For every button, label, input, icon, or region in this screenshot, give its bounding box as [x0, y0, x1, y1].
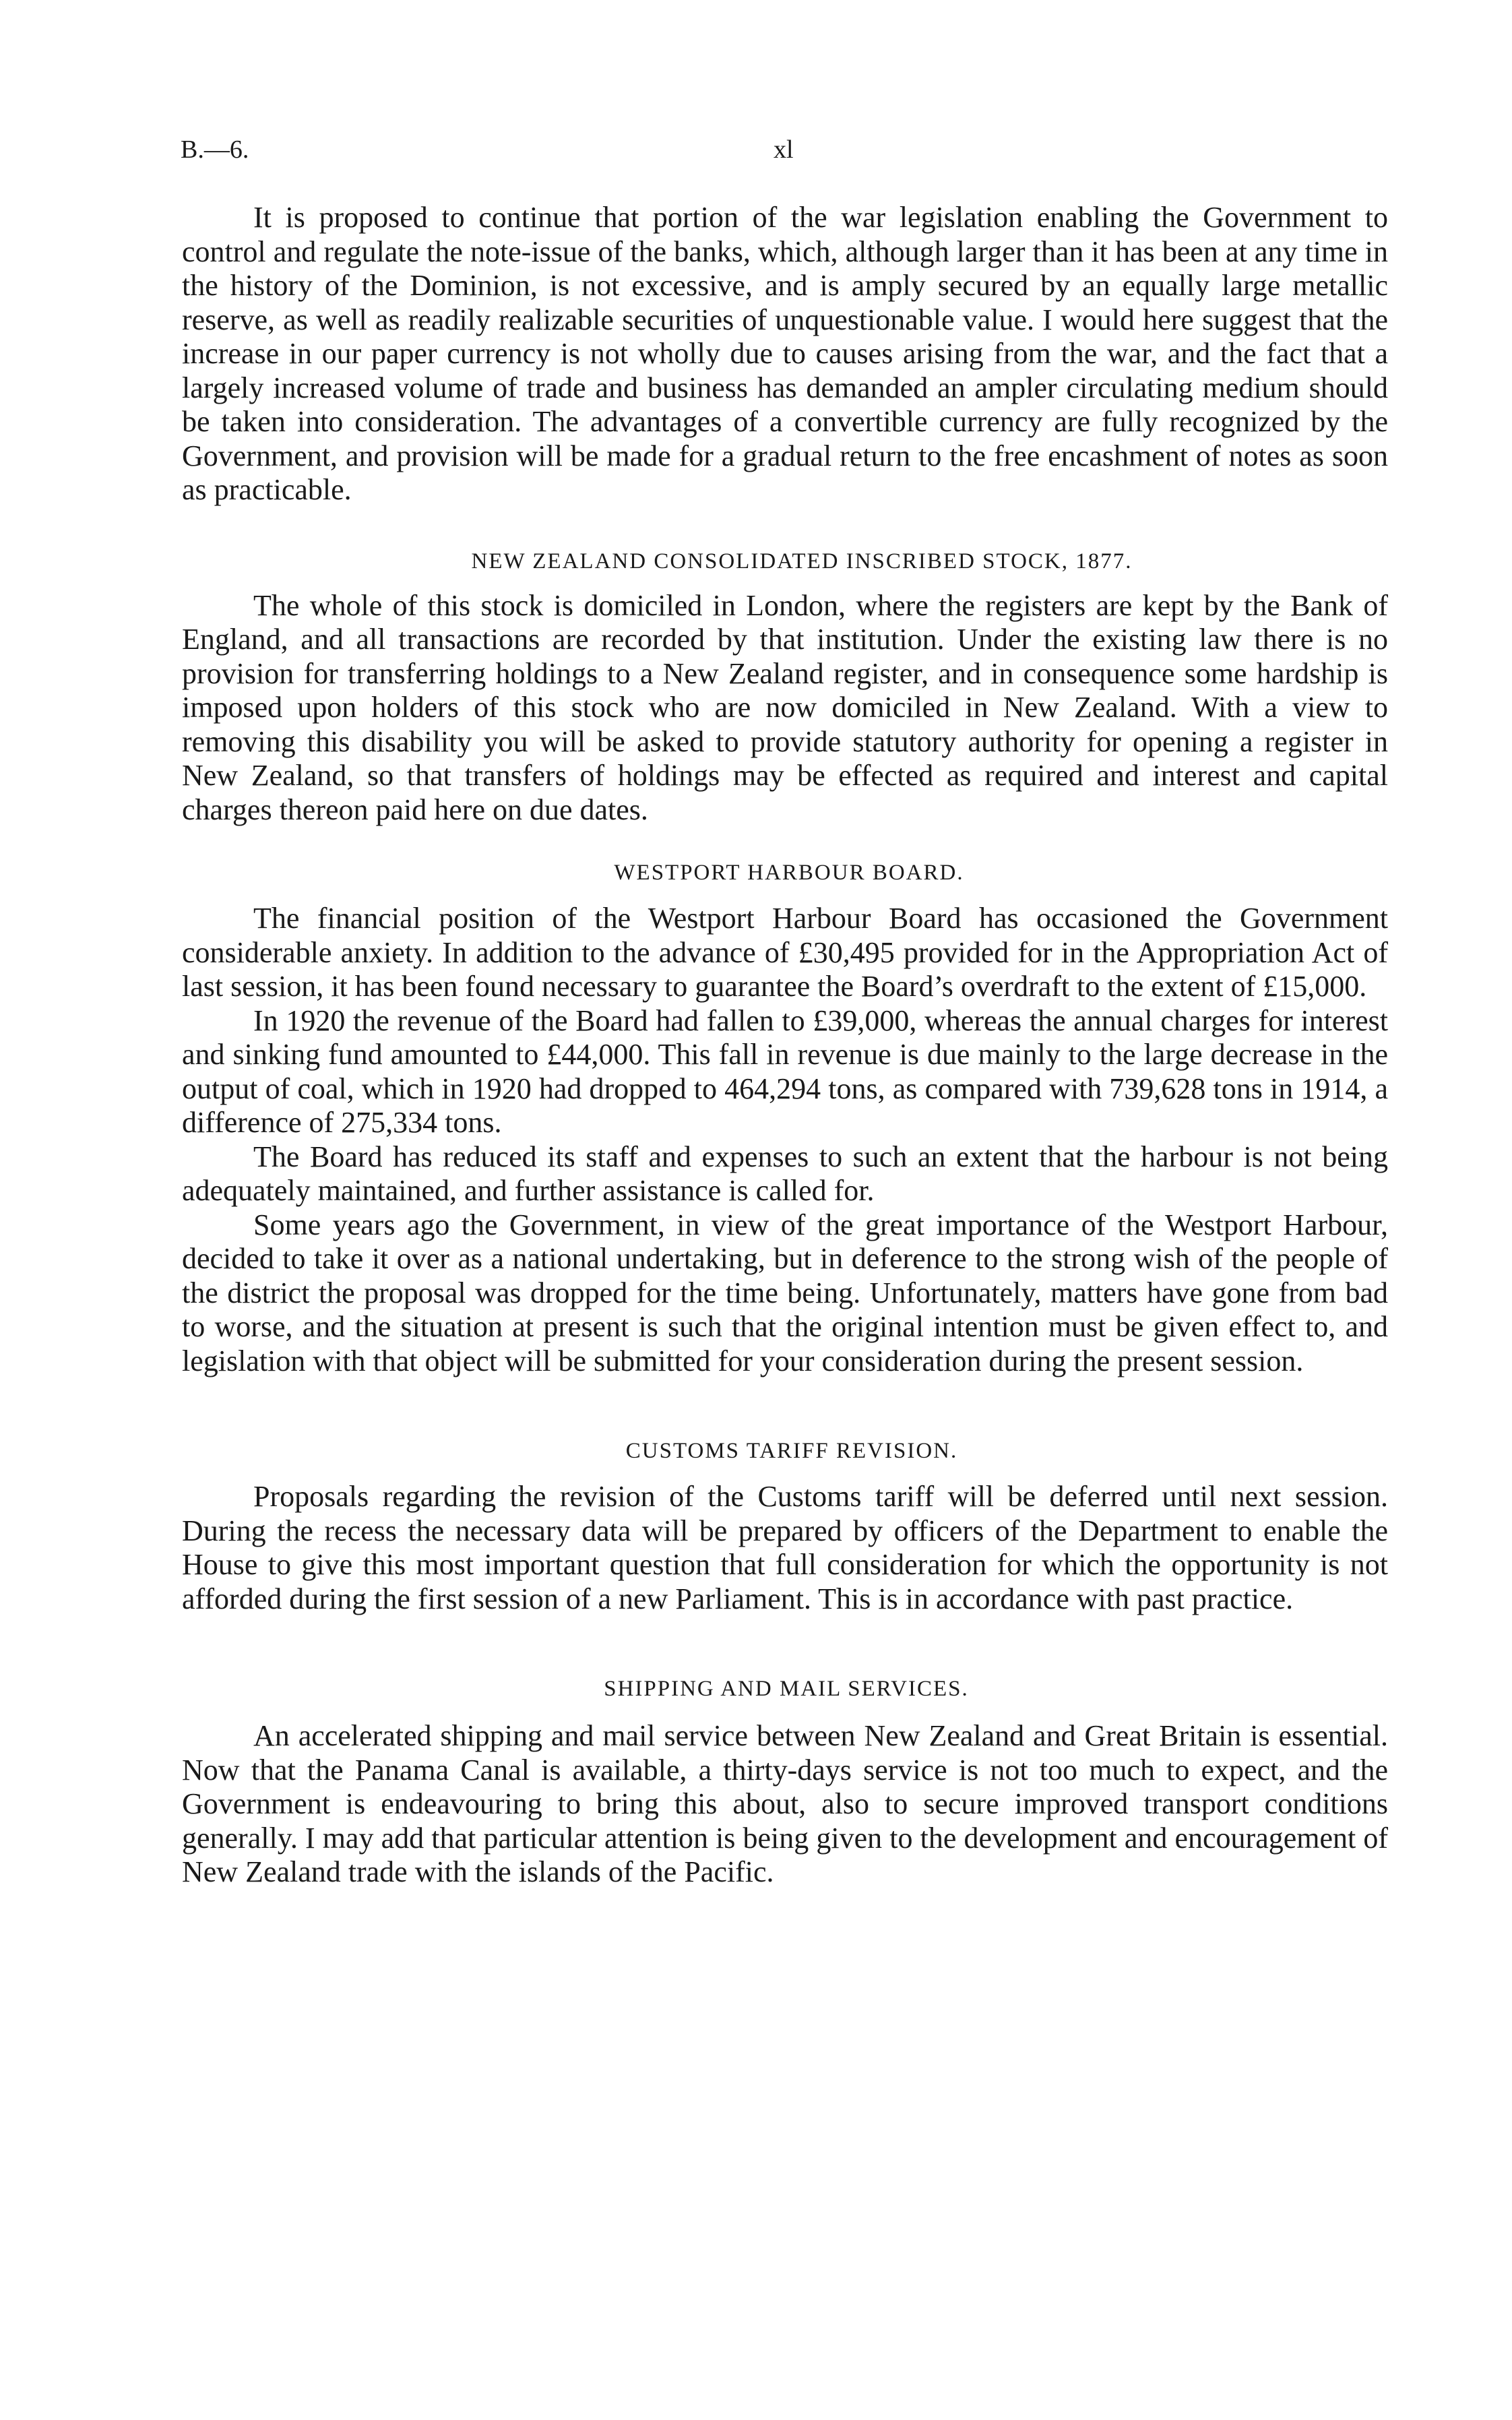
section-war-legislation — [182, 201, 1388, 507]
paragraph: Proposals regarding the revision of the Customs tariff will be deferred until next session. During the recess the necessary data will be prepared by officers of the Department to enable the House to give this most important question that full consideration for which the opportunity is not afforded during the first session of a new Parliament. This is in accordance with past practice. — [182, 1480, 1388, 1615]
document-code: B.—6. — [181, 135, 249, 164]
paragraph: An accelerated shipping and mail service between New Zealand and Great Britain is essential. Now that the Panama Canal is available, a thirty-days service is not too much to expect, and the Government is endeavouring to bring this about, also to secure improved transport conditions generally. I may add that particular attention is being given to the development and encouragement of New Zealand trade with the islands of the Pacific. — [182, 1719, 1388, 1888]
paragraph: Some years ago the Government, in view of the great importance of the Westport Harbour, decided to take it over as a national undertaking, but in deference to the strong wish of the people of the district the proposal was dropped for the time being. Unfortunately, matters have gone from bad to worse, and the situation at present is such that the original intention must be given effect to, and legislation with that object will be submitted for your consideration during the present session. — [182, 1208, 1388, 1377]
paragraph: In 1920 the revenue of the Board had fallen to £39,000, whereas the annual charges for interest and sinking fund amounted to £44,000. This fall in revenue is due mainly to the large decrease in the output of coal, which in 1920 had dropped to 464,294 tons, as compared with 739,628 tons in 1914, a difference of 275,334 tons. — [182, 1003, 1388, 1139]
section-heading: CUSTOMS TARIFF REVISION. — [625, 1439, 958, 1463]
paragraph: The whole of this stock is domiciled in London, where the registers are kept by the Bank of England, and all transactions are recorded by that institution. Under the existing law there is no provision for transferring holdings to a New Zealand register, and in consequence some hardship is imposed upon holders of this stock who are now domiciled in New Zealand. With a view to removing this disability you will be asked to provide statutory authority for opening a register in New Zealand, so that transfers of holdings may be effected as required and interest and capital charges thereon paid here on due dates. — [182, 588, 1388, 826]
section-customs — [182, 1439, 1388, 1616]
section-heading: NEW ZEALAND CONSOLIDATED INSCRIBED STOCK, 1877. — [471, 549, 1133, 573]
section-shipping — [182, 1677, 1388, 1890]
paragraph: The Board has reduced its staff and expenses to such an extent that the harbour is not being adequately maintained, and further assistance is called for. — [182, 1140, 1388, 1207]
document-page — [182, 135, 1388, 1890]
section-heading: WESTPORT HARBOUR BOARD. — [614, 861, 964, 885]
page-header — [182, 135, 1388, 182]
section-nz-stock — [182, 549, 1388, 828]
paragraph: It is proposed to continue that portion of the war legislation enabling the Government to control and regulate the note-issue of the banks, which, although larger than it has been at any time in the history of the Dominion, is not excessive, and is amply secured by an equally large metallic reserve, as well as readily realizable securities of unquestionable value. I would here suggest that the increase in our paper currency is not wholly due to causes arising from the war, and the fact that a largely increased volume of trade and business has demanded an ampler circulating medium should be taken into consideration. The advantages of a convertible currency are fully recognized by the Government, and provision will be made for a gradual return to the free encashment of notes as soon as practicable. — [182, 201, 1388, 506]
section-westport — [182, 861, 1388, 1378]
paragraph: The financial position of the Westport Harbour Board has occasioned the Government considerable anxiety. In addition to the advance of £30,495 provided for in the Appropriation Act of last session, it has been found necessary to guarantee the Board’s overdraft to the extent of £15,000. — [182, 902, 1388, 1003]
page-number: xl — [774, 135, 794, 164]
section-heading: SHIPPING AND MAIL SERVICES. — [604, 1677, 969, 1701]
